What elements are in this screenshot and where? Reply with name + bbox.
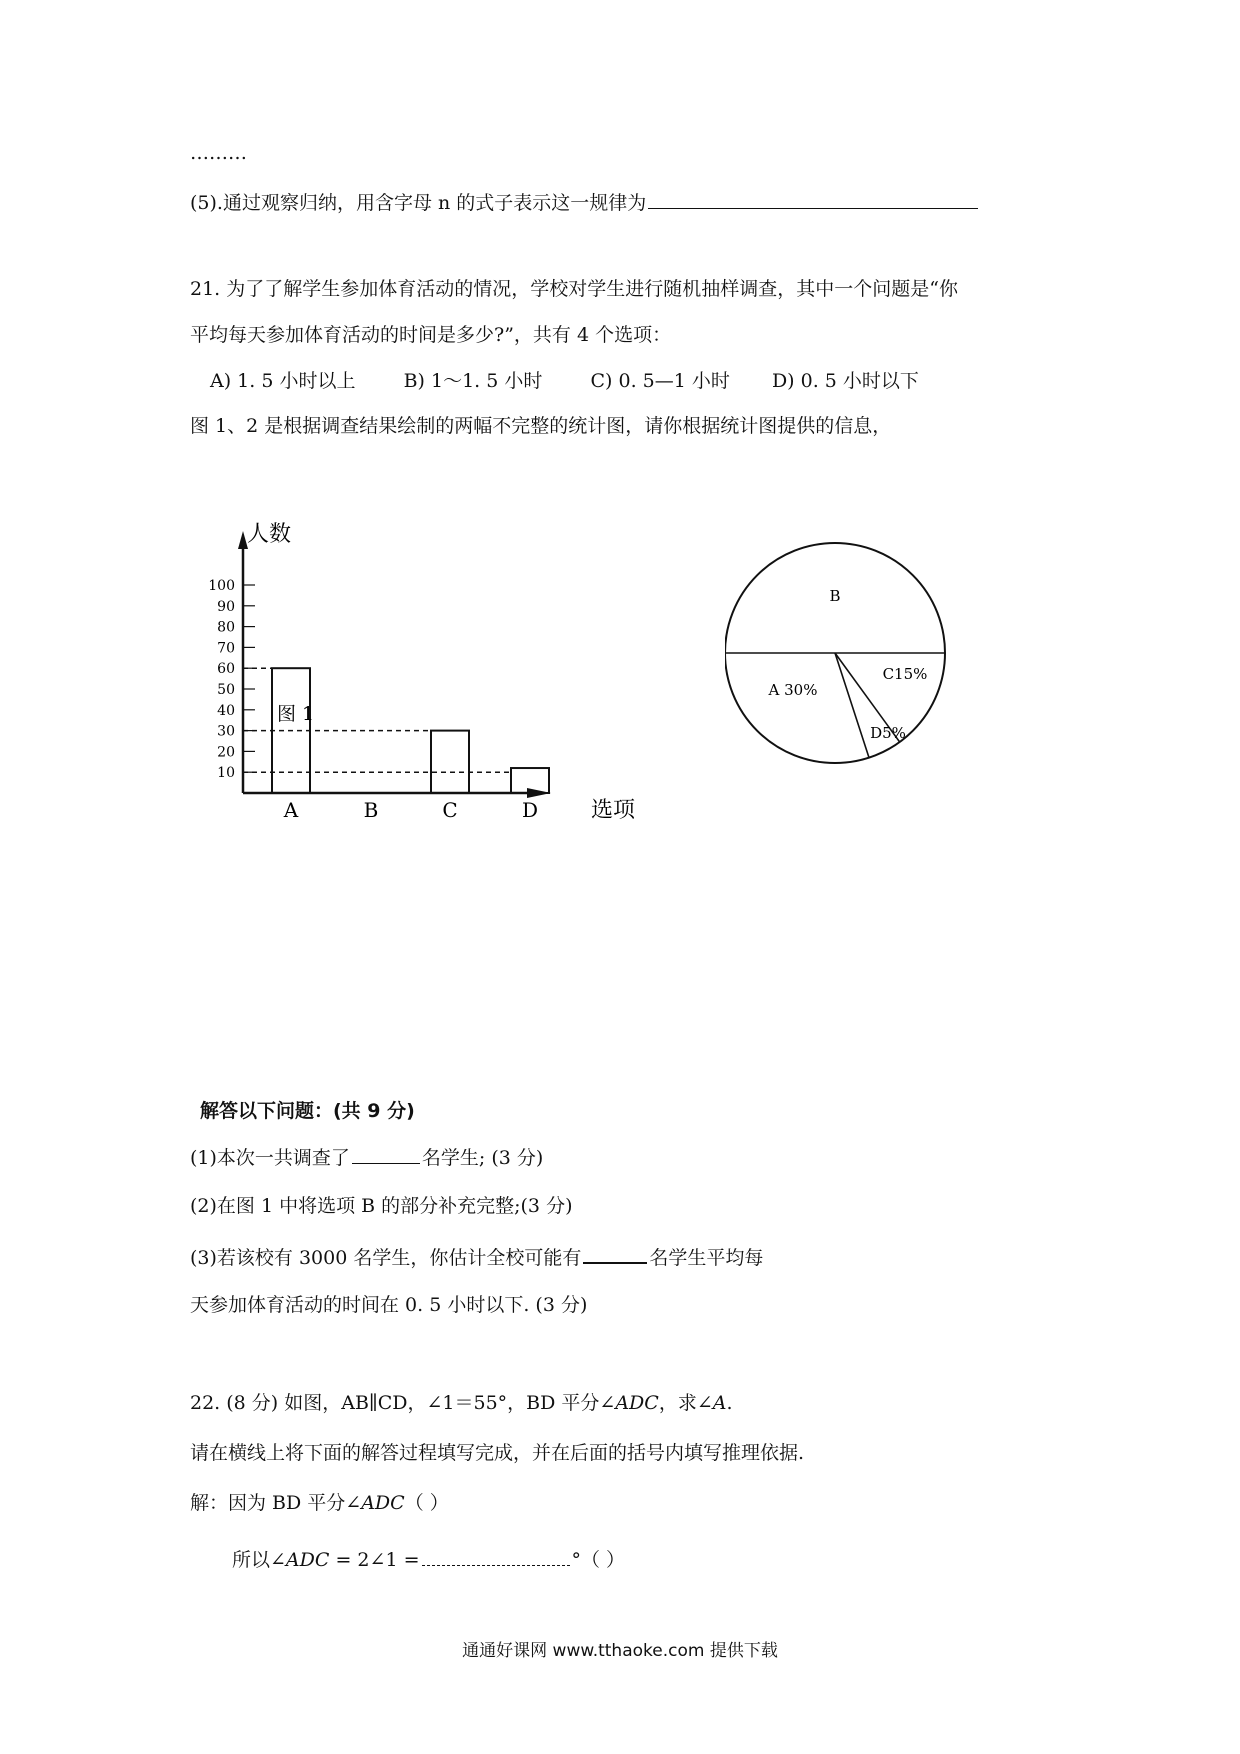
option-a: A) 1. 5 小时以上 [210, 370, 356, 392]
part3-pre: (3)若该校有 3000 名学生，你估计全校可能有 [190, 1247, 582, 1269]
q21-part2: (2)在图 1 中将选项 B 的部分补充完整;(3 分) [190, 1195, 573, 1217]
pie-slice-label: D5% [870, 724, 906, 742]
y-tick-label: 30 [217, 723, 235, 740]
item-5-text: (5).通过观察归纳，用含字母 n 的式子表示这一规律为 [190, 192, 647, 214]
option-c: C) 0. 5—1 小时 [590, 370, 730, 392]
solution-2-pre: 所以 [232, 1549, 271, 1571]
part3-post: 名学生平均每 [649, 1247, 764, 1269]
y-tick-label: 100 [208, 578, 235, 594]
y-tick-label: 40 [217, 702, 235, 719]
part1-post: 名学生; (3 分) [421, 1147, 544, 1169]
q22-solution-2 [232, 1545, 625, 1573]
ellipsis-text: ……… [190, 142, 247, 164]
pie-slice-boundary [835, 653, 869, 758]
q21-part3 [190, 1242, 763, 1271]
x-tick-label: C [442, 798, 458, 822]
q21-line4: 图 1、2 是根据调查结果绘制的两幅不完整的统计图，请你根据统计图提供的信息， [190, 415, 892, 437]
y-tick-label: 90 [217, 598, 235, 615]
y-tick-label: 70 [217, 640, 235, 657]
y-tick-label: 80 [217, 619, 235, 636]
q22-line1-b: ，求 [658, 1392, 697, 1414]
answer-blank-1[interactable] [352, 1143, 420, 1164]
q21-line2: 平均每天参加体育活动的时间是多少?”，共有 4 个选项： [190, 324, 672, 346]
answer-blank-5[interactable] [648, 188, 978, 209]
pie-slice-label: B [829, 587, 841, 605]
q22-line1 [190, 1390, 733, 1416]
y-tick-label: 10 [217, 765, 235, 782]
q21-part3-line2: 天参加体育活动的时间在 0. 5 小时以下. (3 分) [190, 1294, 588, 1316]
answer-blank-angle[interactable] [422, 1545, 570, 1566]
q22-solution-1 [190, 1490, 449, 1516]
solution-1-angle: ∠ADC [345, 1492, 405, 1514]
x-tick-label: A [283, 798, 299, 822]
reason-paren-1[interactable]: （ ） [404, 1492, 449, 1514]
answer-title: 解答以下问题：(共 9 分) [200, 1100, 415, 1122]
solution-2-angle: ∠ADC [270, 1549, 330, 1571]
solution-2-post[interactable]: °（ ） [571, 1549, 626, 1571]
answer-blank-3[interactable] [583, 1242, 647, 1264]
solution-1-pre: 解：因为 BD 平分 [190, 1492, 346, 1514]
footer: 通通好课网 www.tthaoke.com 提供下载 [462, 1641, 778, 1661]
option-b: B) 1～1. 5 小时 [403, 370, 543, 392]
solution-2-mid: = 2∠1 = [329, 1549, 420, 1571]
x-tick-label: D [521, 798, 539, 822]
x-axis-label: 选项 [590, 798, 636, 823]
pie-slice-label: A 30% [768, 681, 818, 699]
x-tick-label: B [363, 798, 379, 822]
angle-adc: ∠ADC [599, 1392, 659, 1414]
q21-options [210, 368, 919, 394]
y-tick-label: 50 [217, 682, 235, 698]
bar-c [431, 731, 469, 793]
q21-part1 [190, 1143, 543, 1171]
y-tick-label: 60 [217, 661, 235, 678]
q22-line1-a: 22. (8 分) 如图，AB∥CD，∠1＝55°，BD 平分 [190, 1392, 600, 1414]
q21-line1: 21. 为了了解学生参加体育活动的情况，学校对学生进行随机抽样调查，其中一个问题是“你 [190, 278, 958, 300]
angle-a: ∠A [696, 1392, 727, 1414]
item-5 [190, 188, 980, 216]
q22-line2: 请在横线上将下面的解答过程填写完成，并在后面的括号内填写推理依据. [190, 1442, 805, 1464]
pie-slice-label: C15% [882, 665, 928, 683]
option-d: D) 0. 5 小时以下 [771, 370, 919, 392]
pie-chart [725, 535, 965, 775]
part1-pre: (1)本次一共调查了 [190, 1147, 350, 1169]
y-axis-label: 人数 [247, 522, 292, 547]
figure-label: 图 1 [277, 703, 315, 726]
y-tick-label: 20 [217, 744, 235, 761]
q22-line1-end: . [726, 1392, 733, 1414]
bar-chart [195, 515, 655, 835]
